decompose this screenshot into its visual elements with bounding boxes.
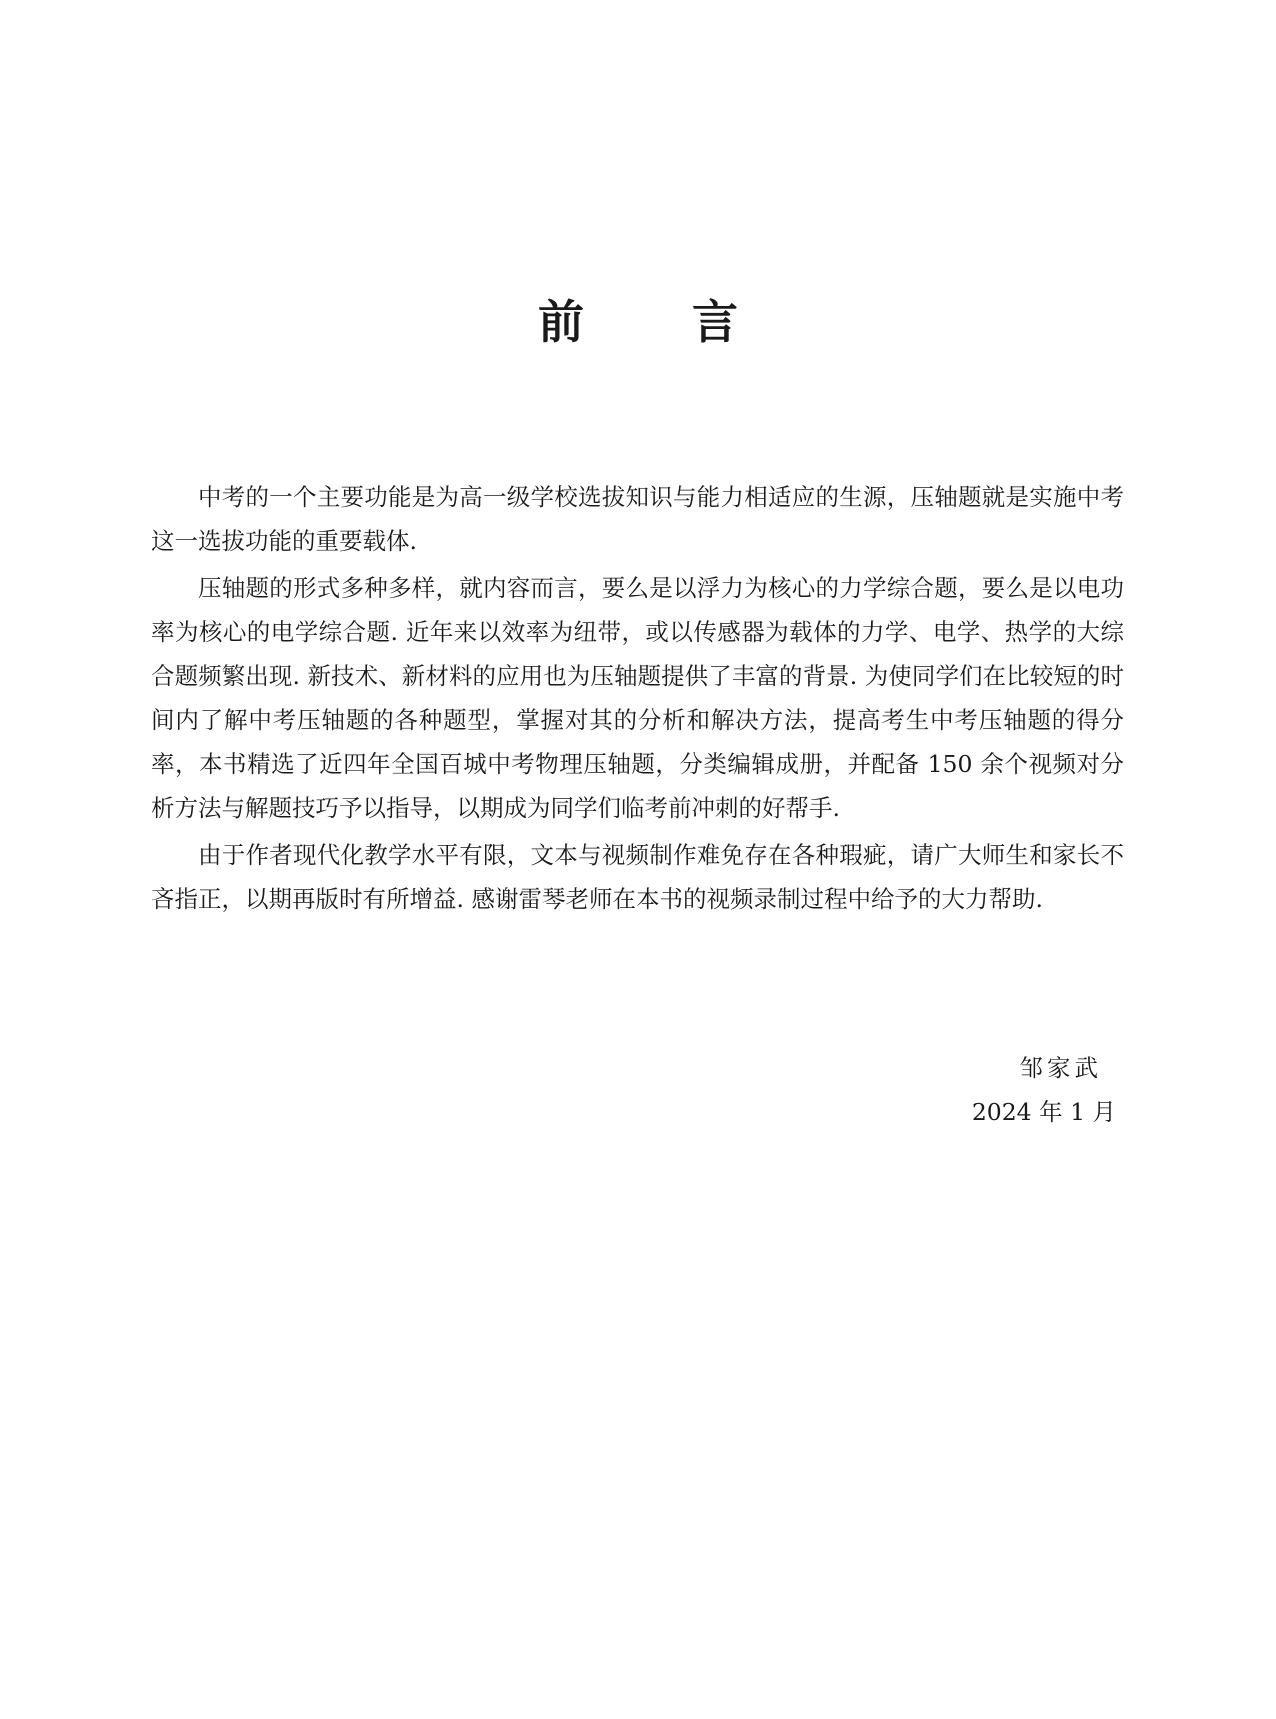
preface-body xyxy=(151,475,1124,924)
paragraph-3: 由于作者现代化教学水平有限，文本与视频制作难免存在各种瑕疵，请广大师生和家长不吝指正，以期再版时有所增益. 感谢雷琴老师在本书的视频录制过程中给予的大力帮助. xyxy=(151,841,1124,913)
author-name: 邹家武 xyxy=(1019,1054,1102,1082)
paragraph-1: 中考的一个主要功能是为高一级学校选拔知识与能力相适应的生源，压轴题就是实施中考这一选拔功能的重要载体. xyxy=(151,483,1124,555)
paragraph-2: 压轴题的形式多种多样，就内容而言，要么是以浮力为核心的力学综合题，要么是以电功率为核心的电学综合题. 近年来以效率为纽带，或以传感器为载体的力学、电学、热学的大综合题频繁出现. 新技术、新材料的应用也为压轴题提供了丰富的背景. 为使同学们在比较短的时间内了解中考压轴题的各种题型，掌握对其的分析和解决方法，提高考生中考压轴题的得分率，本书精选了近四年全国百城中考物理压轴题，分类编辑成册，并配备 150 余个视频对分析方法与解题技巧予以指导，以期成为同学们临考前冲刺的好帮手. xyxy=(151,574,1124,822)
page-title: 前 言 xyxy=(537,295,784,349)
signature-block xyxy=(972,1046,1116,1134)
signature-date: 2024 年 1 月 xyxy=(971,1098,1116,1126)
